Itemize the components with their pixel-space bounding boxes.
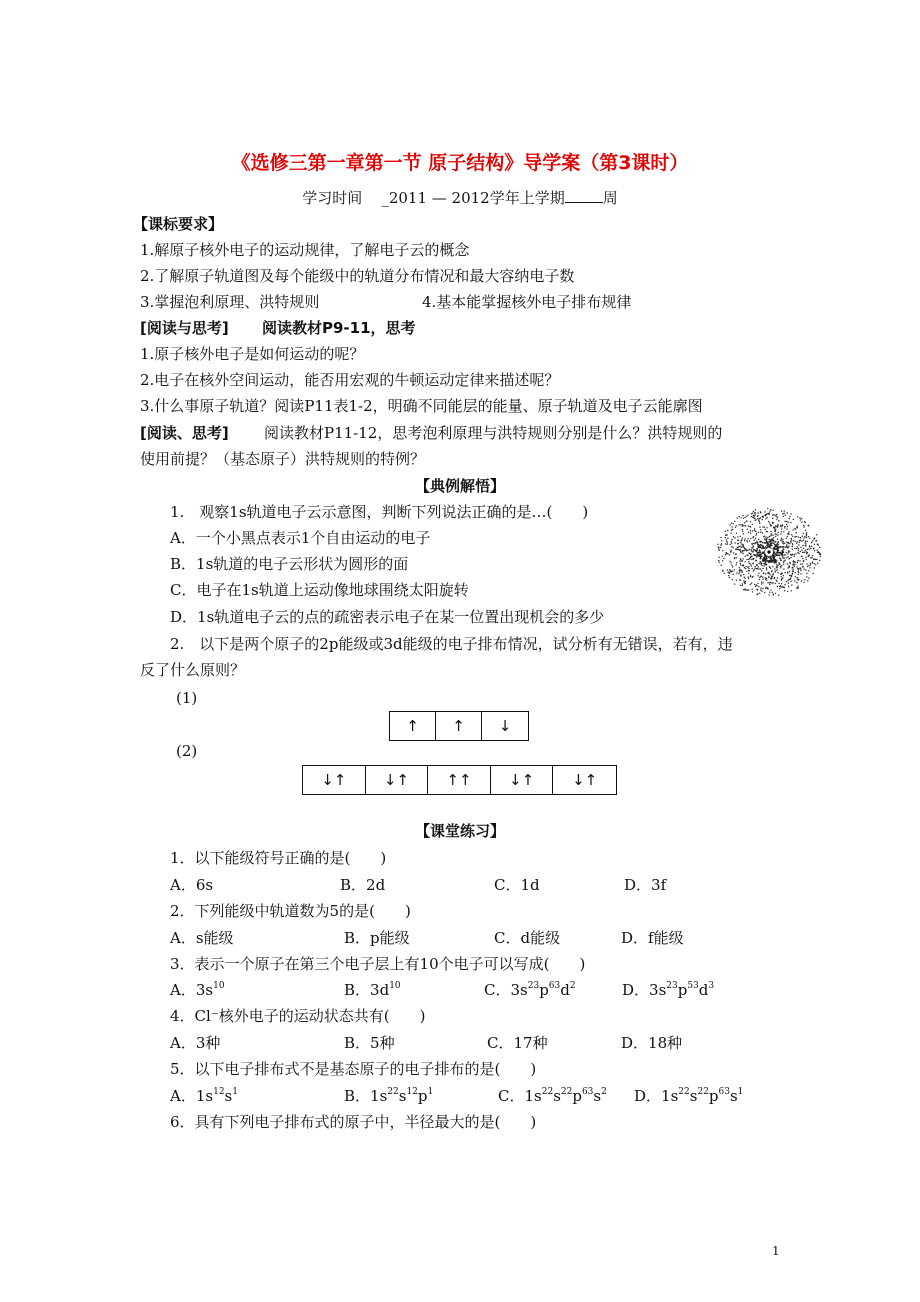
- practice-q4-option: A．3种: [170, 1034, 221, 1052]
- reading2-text: 阅读教材P11-12，思考泡利原理与洪特规则分别是什么？洪特规则的: [264, 424, 723, 442]
- practice-q4-option: D．18种: [621, 1034, 683, 1052]
- orbital-box: ↓: [498, 717, 512, 735]
- orbital-box: ↓↑: [572, 771, 598, 789]
- practice-q1-option: B．2d: [340, 876, 386, 894]
- reading1-label: [阅读与思考]: [140, 319, 229, 337]
- week-blank: [565, 188, 603, 203]
- reading1-item: 3.什么事原子轨道？阅读P11表1-2，明确不同能层的能量、原子轨道及电子云能廓图: [140, 397, 703, 415]
- orbital-box: ↓↑: [303, 766, 366, 794]
- electron-cloud-figure: [712, 504, 826, 600]
- practice-q4-option: C．17种: [487, 1034, 548, 1052]
- requirement-item: 2.了解原子轨道图及每个能级中的轨道分布情况和最大容纳电子数: [140, 267, 575, 285]
- example1-option: C．电子在1s轨道上运动像地球围绕太阳旋转: [170, 581, 469, 599]
- orbital-box: ↓↑: [366, 766, 429, 794]
- orbital-box: ↑: [390, 712, 436, 740]
- example1-option: D．1s轨道电子云的点的疏密表示电子在某一位置出现机会的多少: [170, 608, 605, 626]
- reading1-item: 1.原子核外电子是如何运动的呢？: [140, 345, 365, 363]
- practice-q1-option: D．3f: [624, 876, 667, 894]
- practice-q5-option: B．$1s^{22}s^{12}p^1$: [344, 1087, 434, 1105]
- practice-q2-option: A．s能级: [170, 929, 234, 947]
- example1-option: A．一个小黑点表示1个自由运动的电子: [170, 529, 431, 547]
- reading1-text: 阅读教材P9-11，思考: [262, 319, 416, 337]
- examples-heading: 【典例解悟】: [414, 477, 505, 495]
- case1-label: (1): [176, 689, 198, 707]
- orbital-box: ↓↑: [491, 766, 554, 794]
- practice-heading: 【课堂练习】: [414, 822, 505, 840]
- practice-q5-option: A．$1s^{12}s^1$: [170, 1087, 238, 1105]
- practice-q1-stem: 1．以下能级符号正确的是( ): [170, 849, 387, 867]
- practice-q3-option: B．$3d^{10}$: [344, 981, 401, 999]
- reading2-text: 使用前提？（基态原子）洪特规则的特例？: [140, 450, 426, 468]
- practice-q3-option: C．$3s^{23}p^{63}d^2$: [484, 981, 576, 999]
- practice-q2-option: B．p能级: [344, 929, 410, 947]
- practice-q3-option: A．$3s^{10}$: [170, 981, 225, 999]
- practice-q2-option: C．d能级: [494, 929, 561, 947]
- orbital-diagram-3d: [302, 765, 617, 795]
- reading1-item: 2.电子在核外空间运动，能否用宏观的牛顿运动定律来描述呢？: [140, 371, 560, 389]
- study-time-label: 学习时间: [302, 189, 363, 207]
- practice-q6-stem: 6．具有下列电子排布式的原子中，半径最大的是( ): [170, 1113, 537, 1131]
- study-time-prefix: _2011 — 2012学年上学期: [381, 189, 565, 207]
- example1-option: B．1s轨道的电子云形状为圆形的面: [170, 555, 409, 573]
- orbital-box: ↑↑: [428, 766, 491, 794]
- example2-stem: 2. 以下是两个原子的2p能级或3d能级的电子排布情况，试分析有无错误，若有，违: [170, 635, 733, 653]
- reading2-label: [阅读、思考]: [140, 424, 229, 442]
- study-time-line: [0, 188, 920, 208]
- requirement-item: 3.掌握泡利原理、洪特规则: [140, 293, 320, 311]
- requirement-item: 4.基本能掌握核外电子排布规律: [422, 293, 632, 311]
- practice-q2-option: D．f能级: [621, 929, 684, 947]
- practice-q5-option: C．$1s^{22}s^{22}p^{63}s^2$: [498, 1087, 607, 1105]
- requirements-heading: 【课标要求】: [133, 215, 224, 233]
- example2-stem: 反了什么原则？: [140, 661, 246, 679]
- requirement-item: 1.解原子核外电子的运动规律，了解电子云的概念: [140, 241, 470, 259]
- practice-q5-stem: 5．以下电子排布式不是基态原子的电子排布的是( ): [170, 1060, 537, 1078]
- practice-q3-option: D．$3s^{23}p^{53}d^3$: [622, 981, 715, 999]
- practice-q4-option: B．5种: [344, 1034, 395, 1052]
- practice-q1-option: A．6s: [170, 876, 214, 894]
- page-title: 《选修三第一章第一节 原子结构》导学案（第3课时）: [231, 152, 689, 174]
- case2-label: (2): [176, 742, 198, 760]
- example1-stem: 1. 观察1s轨道电子云示意图，判断下列说法正确的是…( ): [170, 503, 589, 521]
- orbital-diagram-2p: [389, 711, 529, 741]
- practice-q1-option: C．1d: [494, 876, 540, 894]
- orbital-box: ↑: [436, 712, 482, 740]
- practice-q3-stem: 3．表示一个原子在第三个电子层上有10个电子可以写成( ): [170, 955, 586, 973]
- practice-q4-stem: 4．Cl⁻核外电子的运动状态共有( ): [170, 1007, 426, 1025]
- practice-q5-option: D．$1s^{22}s^{22}p^{63}s^1$: [634, 1087, 744, 1105]
- study-time-suffix: 周: [602, 189, 618, 207]
- page-number: 1: [772, 1244, 780, 1258]
- practice-q2-stem: 2．下列能级中轨道数为5的是( ): [170, 902, 411, 920]
